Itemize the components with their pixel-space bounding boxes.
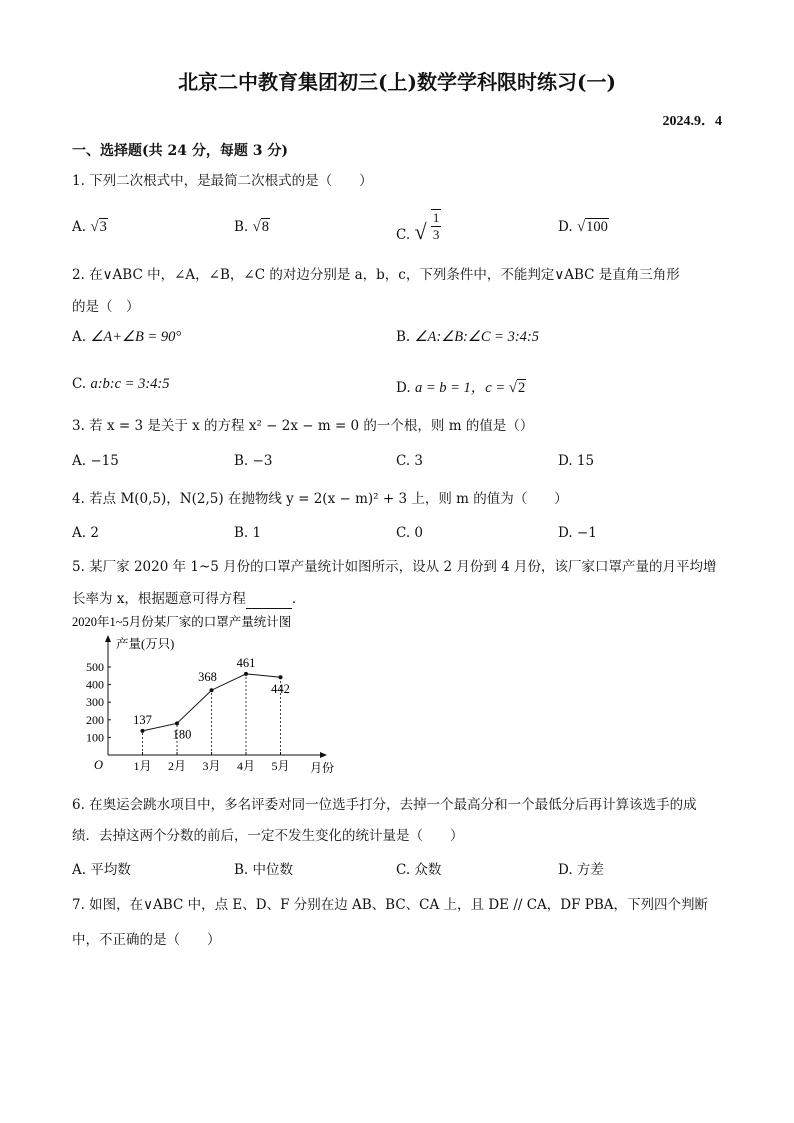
- q1-option-d-label: D.: [558, 219, 573, 235]
- y-axis-label: 产量(万只): [116, 637, 175, 651]
- q1-option-b-label: B.: [234, 219, 249, 235]
- q3-option-d: D. 15: [558, 453, 595, 469]
- x-axis-arrow-icon: [320, 752, 327, 758]
- q6-option-b: B. 中位数: [234, 862, 294, 878]
- x-tick-label: 1月: [133, 759, 152, 773]
- sqrt-icon: √: [414, 219, 427, 244]
- chart-title: 2020年1~5月份某厂家的口罩产量统计图: [72, 615, 292, 629]
- q3-option-a: A. −15: [72, 453, 119, 469]
- q7-stem-line2: 中，不正确的是（ ）: [72, 932, 221, 948]
- q3-stem: 3. 若 x = 3 是关于 x 的方程 x² − 2x − m = 0 的一个根，则 m 的值是（）: [72, 418, 534, 434]
- production-line-chart: [70, 612, 340, 782]
- sqrt-icon: √: [90, 219, 99, 235]
- section-heading: 一、选择题(共 24 分，每题 3 分): [72, 143, 288, 159]
- q2-stem-line1: 2. 在∨ABC 中，∠A，∠B，∠C 的对边分别是 a，b，c，下列条件中，不能判定∨ABC 是直角三角形: [72, 267, 680, 283]
- q2-option-d-text: a = b = 1，c =: [414, 380, 509, 396]
- q2-option-d-label: D.: [396, 380, 411, 396]
- q5-stem-text: 长率为 x，根据题意可得方程: [72, 591, 246, 607]
- q2-option-d: [396, 376, 526, 397]
- q4-option-a: A. 2: [72, 525, 99, 541]
- q2-option-a: [72, 329, 181, 346]
- q5-answer-blank[interactable]: [246, 594, 292, 609]
- q6-stem-line2: 绩．去掉这两个分数的前后，一定不发生变化的统计量是（ ）: [72, 828, 464, 844]
- q4-stem: 4. 若点 M(0,5)，N(2,5) 在抛物线 y = 2(x − m)² + 3 上，则 m 的值为（ ）: [72, 491, 568, 507]
- data-label: 368: [198, 670, 217, 685]
- chart-origin-label: O: [94, 758, 104, 772]
- sqrt-icon: √: [252, 219, 261, 235]
- q2-option-a-text: ∠A+∠B = 90°: [90, 329, 182, 345]
- x-tick-label: 3月: [202, 759, 221, 773]
- q1-option-b-radicand: 8: [261, 219, 269, 235]
- q3-option-c: C. 3: [396, 453, 424, 469]
- data-point: [210, 688, 214, 692]
- q2-option-c: [72, 376, 169, 393]
- q1-option-d-radicand: 100: [586, 219, 608, 235]
- q6-option-d: D. 方差: [558, 862, 604, 878]
- q2-option-b-label: B.: [396, 329, 411, 345]
- q1-option-a-label: A.: [72, 219, 87, 235]
- sqrt-icon: √: [576, 219, 586, 235]
- q2-option-c-text: a:b:c = 3:4:5: [90, 376, 170, 392]
- q6-option-c: C. 众数: [396, 862, 442, 878]
- y-tick-label: 500: [86, 660, 104, 674]
- data-point: [244, 672, 248, 676]
- q6-option-a: A. 平均数: [72, 862, 131, 878]
- q7-stem-line1: 7. 如图，在∨ABC 中，点 E、D、F 分别在边 AB、BC、CA 上，且 DE // CA，DF PBA，下列四个判断: [72, 897, 709, 913]
- y-axis-arrow-icon: [105, 635, 111, 642]
- data-label: 180: [172, 727, 192, 742]
- data-label: 461: [236, 655, 256, 670]
- q1-option-c-label: C.: [396, 227, 411, 243]
- q1-option-c-numerator: 1: [432, 210, 440, 225]
- q1-option-b: [234, 218, 270, 236]
- exam-date: 2024.9．4: [662, 114, 722, 129]
- q4-option-d: D. −1: [558, 525, 597, 541]
- q1-stem: 1. 下列二次根式中，是最简二次根式的是（ ）: [72, 173, 373, 189]
- q5-stem-line1: 5. 某厂家 2020 年 1~5 月份的口罩产量统计如图所示，设从 2 月份到 4 月份，该厂家口罩产量的月平均增: [72, 559, 717, 575]
- q1-option-d: [558, 218, 609, 236]
- q2-stem-line2: 的是（ ）: [72, 299, 140, 315]
- y-tick-label: 300: [86, 695, 104, 710]
- q2-option-d-radicand: 2: [517, 380, 526, 396]
- q2-option-b: [396, 329, 539, 346]
- x-tick-label: 5月: [271, 759, 290, 773]
- y-tick-label: 200: [86, 712, 104, 727]
- y-tick-label: 100: [86, 730, 104, 745]
- q5-stem-line2: [72, 589, 305, 609]
- q3-option-b: B. −3: [234, 453, 273, 469]
- q1-option-a-radicand: 3: [99, 219, 107, 235]
- x-axis-label: 月份: [310, 761, 335, 775]
- data-label: 137: [133, 712, 152, 727]
- q1-option-c: [396, 207, 441, 243]
- data-label: 442: [271, 682, 290, 697]
- q2-option-a-label: A.: [72, 329, 87, 345]
- q4-option-c: C. 0: [396, 525, 424, 541]
- sqrt-icon: √: [508, 380, 517, 396]
- y-tick-label: 400: [86, 677, 104, 692]
- page-title: 北京二中教育集团初三(上)数学学科限时练习(一): [178, 70, 616, 94]
- q1-option-c-denominator: 3: [432, 227, 440, 242]
- data-point: [175, 721, 179, 725]
- q4-option-b: B. 1: [234, 525, 262, 541]
- data-point: [279, 675, 283, 679]
- q6-stem-line1: 6. 在奥运会跳水项目中，多名评委对同一位选手打分，去掉一个最高分和一个最低分后再计算该选手的成: [72, 797, 697, 813]
- x-tick-label: 4月: [236, 759, 256, 773]
- q2-option-b-text: ∠A:∠B:∠C = 3:4:5: [414, 329, 539, 345]
- x-tick-label: 2月: [167, 759, 187, 773]
- q2-option-c-label: C.: [72, 376, 87, 392]
- q5-stem-end: ．: [291, 591, 306, 607]
- q1-option-a: [72, 218, 108, 236]
- data-point: [141, 729, 145, 733]
